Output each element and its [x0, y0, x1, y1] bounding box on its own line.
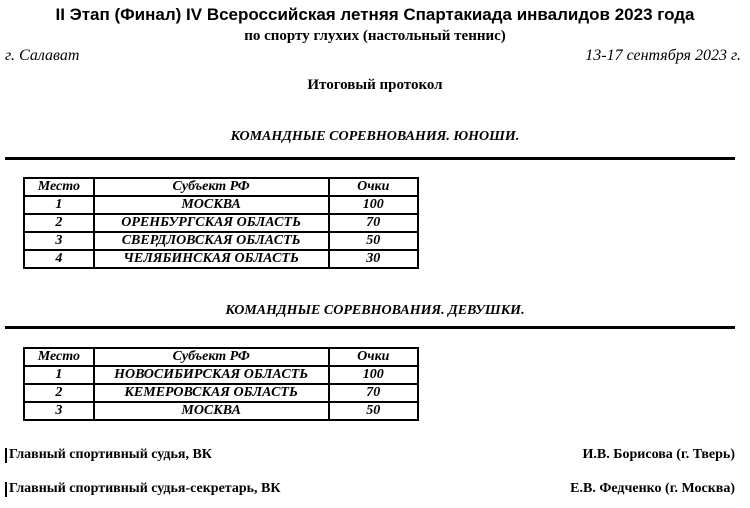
table-row	[24, 214, 418, 232]
cell-subject: СВЕРДЛОВСКАЯ ОБЛАСТЬ	[94, 232, 329, 250]
event-dates: 13-17 сентября 2023 г.	[585, 47, 741, 64]
signature-chief-judge	[5, 445, 735, 465]
section-title-girls: КОМАНДНЫЕ СОРЕВНОВАНИЯ. ДЕВУШКИ.	[225, 303, 525, 318]
cell-points: 50	[329, 232, 418, 250]
table-header-row	[24, 348, 418, 366]
table-row	[24, 402, 418, 420]
table-row	[24, 384, 418, 402]
cell-place: 3	[24, 232, 94, 250]
cell-subject: ОРЕНБУРГСКАЯ ОБЛАСТЬ	[94, 214, 329, 232]
venue-city: г. Салават	[5, 47, 80, 64]
column-header-points: Очки	[329, 178, 418, 196]
cell-place: 2	[24, 214, 94, 232]
section-title-boys: КОМАНДНЫЕ СОРЕВНОВАНИЯ. ЮНОШИ.	[230, 129, 520, 144]
column-header-points: Очки	[329, 348, 418, 366]
column-header-place: Место	[24, 348, 94, 366]
cell-place: 3	[24, 402, 94, 420]
cell-place: 1	[24, 366, 94, 384]
cell-points: 100	[329, 196, 418, 214]
table-row	[24, 250, 418, 268]
margin-mark	[5, 448, 7, 463]
cell-subject: ЧЕЛЯБИНСКАЯ ОБЛАСТЬ	[94, 250, 329, 268]
signature-chief-secretary	[5, 479, 735, 499]
protocol-heading: Итоговый протокол	[307, 77, 443, 93]
table-row	[24, 232, 418, 250]
document-subtitle: по спорту глухих (настольный теннис)	[244, 28, 506, 44]
table-row	[24, 366, 418, 384]
cell-points: 70	[329, 384, 418, 402]
signature-role: Главный спортивный судья, ВК	[9, 447, 212, 462]
results-table-girls	[23, 347, 419, 421]
signature-role: Главный спортивный судья-секретарь, ВК	[9, 481, 281, 496]
column-header-place: Место	[24, 178, 94, 196]
column-header-subject: Субъект РФ	[94, 178, 329, 196]
cell-subject: МОСКВА	[94, 402, 329, 420]
section-divider	[5, 157, 735, 160]
table-row	[24, 196, 418, 214]
table-header-row	[24, 178, 418, 196]
cell-points: 50	[329, 402, 418, 420]
cell-subject: КЕМЕРОВСКАЯ ОБЛАСТЬ	[94, 384, 329, 402]
results-table-boys	[23, 177, 419, 269]
document-title: II Этап (Финал) IV Всероссийская летняя Спартакиада инвалидов 2023 года	[55, 5, 695, 24]
section-divider	[5, 326, 735, 329]
signature-name: Е.В. Федченко (г. Москва)	[570, 481, 735, 496]
cell-place: 4	[24, 250, 94, 268]
cell-place: 2	[24, 384, 94, 402]
cell-subject: НОВОСИБИРСКАЯ ОБЛАСТЬ	[94, 366, 329, 384]
cell-points: 30	[329, 250, 418, 268]
cell-points: 100	[329, 366, 418, 384]
cell-subject: МОСКВА	[94, 196, 329, 214]
cell-points: 70	[329, 214, 418, 232]
margin-mark	[5, 482, 7, 497]
signature-name: И.В. Борисова (г. Тверь)	[582, 447, 735, 462]
cell-place: 1	[24, 196, 94, 214]
column-header-subject: Субъект РФ	[94, 348, 329, 366]
